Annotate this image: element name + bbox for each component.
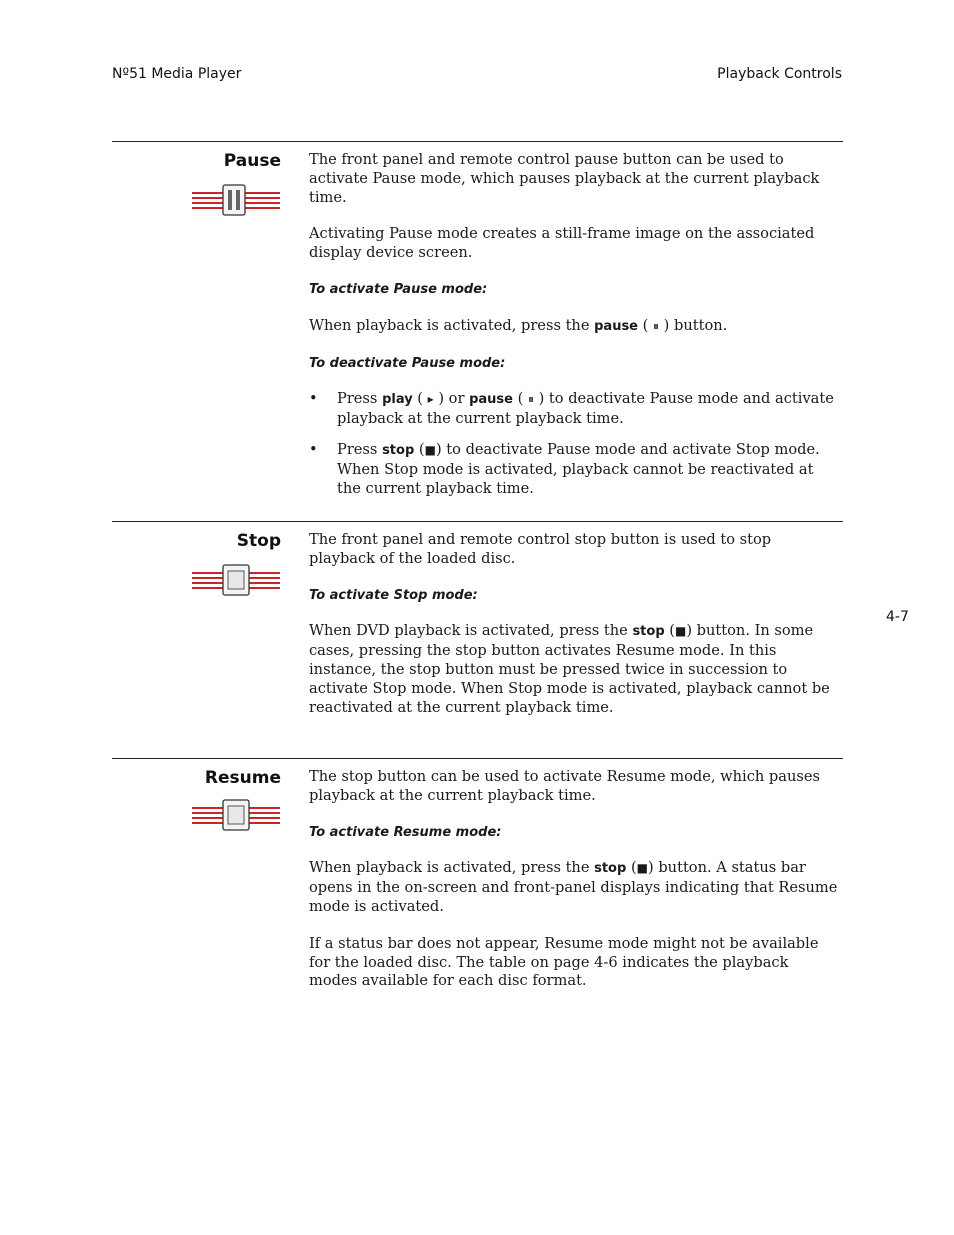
section-divider	[112, 521, 843, 522]
step-text: (	[412, 390, 428, 408]
stop-symbol-icon: ■	[636, 861, 648, 876]
stop-section-body	[309, 531, 841, 735]
step-text: Press	[337, 440, 383, 458]
bullet-list	[309, 390, 841, 498]
list-item	[309, 390, 841, 429]
stop-symbol-icon: ■	[424, 442, 436, 457]
section-title-resume: Resume	[204, 768, 281, 788]
section-divider	[112, 758, 843, 759]
section-title-pause: Pause	[223, 151, 281, 171]
pause-button-icon	[190, 183, 282, 217]
running-header-title: Nº51 Media Player	[112, 66, 242, 82]
procedure-step	[309, 622, 841, 717]
keyword-pause: pause	[594, 318, 638, 334]
keyword-play: play	[382, 392, 413, 408]
keyword-stop: stop	[382, 442, 415, 458]
resume-section-body	[309, 768, 841, 1009]
step-text: Press	[337, 390, 383, 408]
keyword-stop: stop	[632, 624, 665, 640]
resume-button-icon	[190, 798, 282, 832]
paragraph: The stop button can be used to activate Resume mode, which pauses playback at the current playback time.	[309, 768, 820, 804]
step-text: (	[626, 859, 637, 877]
step-text: (	[414, 440, 425, 458]
play-symbol-icon: ▸	[427, 392, 434, 407]
paragraph: The front panel and remote control stop button is used to stop playback of the loaded disc.	[309, 531, 772, 567]
step-text: When playback is activated, press the	[309, 316, 595, 334]
pause-symbol-icon: ⏸	[652, 318, 659, 333]
section-title-stop: Stop	[236, 531, 281, 551]
procedure-heading: To activate Resume mode:	[309, 824, 502, 840]
step-text: ) to deactivate Pause mode and activate playback at the current playback time.	[337, 390, 834, 428]
procedure-step	[309, 317, 841, 337]
step-text: (	[512, 390, 528, 408]
section-divider	[112, 141, 843, 142]
stop-button-icon	[190, 563, 282, 597]
paragraph: The front panel and remote control pause button can be used to activate Pause mode, which pauses playback at the current playback time.	[309, 151, 820, 206]
procedure-step	[309, 859, 841, 916]
paragraph: If a status bar does not appear, Resume mode might not be available for the loaded disc. The table on page 4-6 indicates the playback modes available for each disc format.	[309, 934, 819, 990]
pause-section-body	[309, 151, 841, 510]
procedure-heading: To deactivate Pause mode:	[309, 355, 506, 371]
step-text: ) to deactivate Pause mode and activate Stop mode. When Stop mode is activated, playback cannot be reactivated at the current playback time.	[337, 440, 820, 497]
procedure-heading: To activate Pause mode:	[309, 281, 488, 297]
step-text: (	[664, 622, 675, 640]
pause-symbol-icon: ⏸	[527, 392, 534, 407]
step-text: (	[638, 316, 653, 334]
keyword-stop: stop	[594, 861, 627, 877]
procedure-heading: To activate Stop mode:	[309, 587, 478, 603]
keyword-pause: pause	[469, 392, 513, 408]
step-text: When DVD playback is activated, press the	[309, 622, 633, 640]
running-header-section: Playback Controls	[717, 66, 842, 82]
step-text: ) button. A status bar opens in the on-screen and front-panel displays indicating that Resume mode is activated.	[309, 859, 838, 915]
step-text: ) button.	[659, 316, 728, 334]
page-number: 4-7	[886, 609, 909, 625]
step-text: When playback is activated, press the	[309, 859, 595, 877]
step-text: ) or	[433, 390, 470, 408]
step-text: ) button. In some cases, pressing the stop button activates Resume mode. In this instance, the stop button must be pressed twice in succession to activate Stop mode. When Stop mode is activated, playback cannot be reactivated at the current playback time.	[309, 622, 830, 716]
paragraph: Activating Pause mode creates a still-frame image on the associated display device screen.	[309, 225, 815, 262]
list-item	[309, 441, 841, 498]
stop-symbol-icon: ■	[674, 624, 687, 639]
